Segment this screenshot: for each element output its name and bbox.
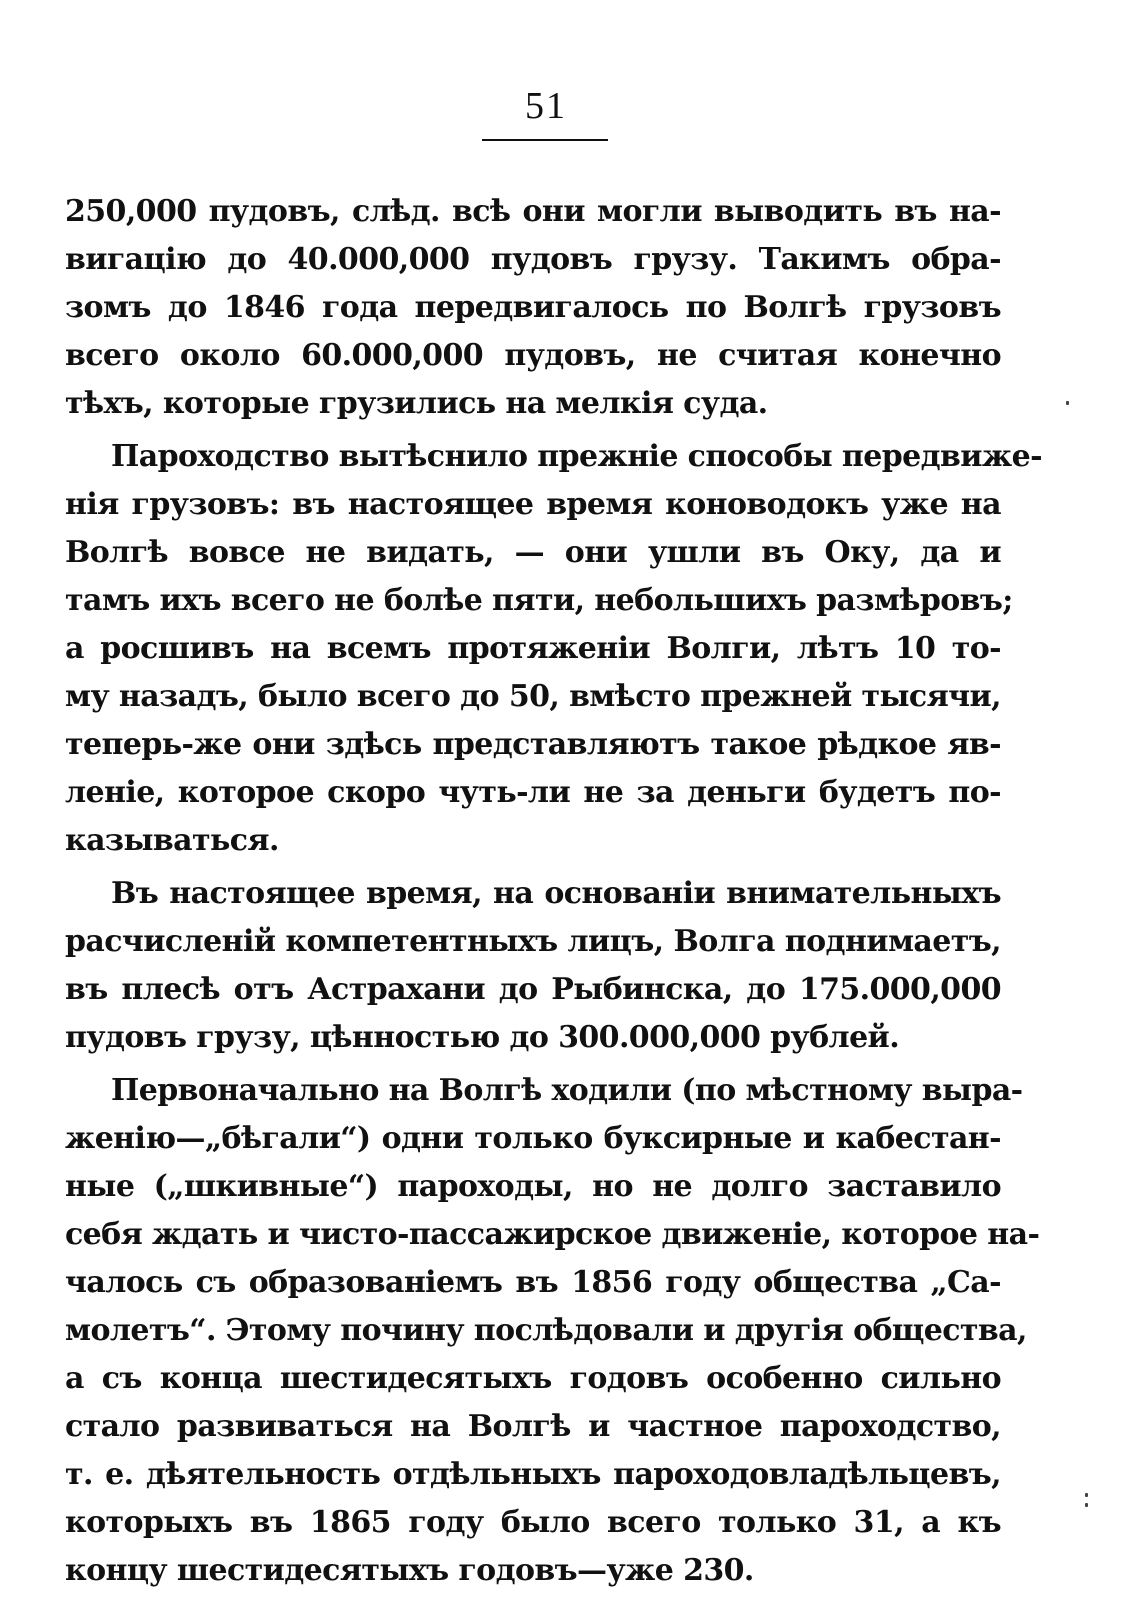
text-line: чалось съ образованіемъ въ 1856 году общества „Са- (65, 1265, 1001, 1300)
text-line: 250,000 пудовъ, слѣд. всѣ они могли выводить въ на- (65, 194, 1001, 229)
text-line: леніе, которое скоро чуть-ли не за деньги будетъ по- (65, 775, 1001, 810)
text-line: вигацію до 40.000,000 пудовъ грузу. Такимъ обра- (65, 242, 1001, 277)
scan-speck (1085, 1493, 1088, 1497)
text-line: теперь-же они здѣсь представляютъ такое рѣдкое яв- (65, 727, 1001, 762)
text-line: себя ждать и чисто-пассажирское движеніе, которое на- (65, 1217, 1040, 1252)
text-line: молетъ“. Этому почину послѣдовали и другія общества, (65, 1313, 1027, 1348)
text-line: пудовъ грузу, цѣнностью до 300.000,000 рублей. (65, 1020, 900, 1055)
text-line: въ плесѣ отъ Астрахани до Рыбинска, до 175.000,000 (65, 972, 1001, 1007)
text-line: т. е. дѣятельность отдѣльныхъ пароходовладѣльцевъ, (65, 1457, 1001, 1492)
text-line: всего около 60.000,000 пудовъ, не считая конечно (65, 338, 1001, 373)
text-line: а съ конца шестидесятыхъ годовъ особенно сильно (65, 1361, 1001, 1396)
text-line: Первоначально на Волгѣ ходили (по мѣстному выра- (111, 1073, 1023, 1108)
text-line: а росшивъ на всемъ протяженіи Волги, лѣтъ 10 то- (65, 631, 1001, 666)
page-number: 51 (525, 85, 567, 127)
scan-speck (1085, 1503, 1088, 1507)
text-line: концу шестидесятыхъ годовъ—уже 230. (65, 1553, 754, 1588)
scan-speck (1066, 401, 1069, 405)
page-number-rule (482, 139, 608, 141)
text-line: му назадъ, было всего до 50, вмѣсто прежней тысячи, (65, 679, 1001, 714)
text-line: Волгѣ вовсе не видать, — они ушли въ Оку, да и (65, 535, 1001, 570)
text-line: зомъ до 1846 года передвигалось по Волгѣ грузовъ (65, 290, 1001, 325)
text-line: Въ настоящее время, на основаніи внимательныхъ (111, 876, 1001, 911)
text-line: стало развиваться на Волгѣ и частное пароходство, (65, 1409, 1001, 1444)
text-line: которыхъ въ 1865 году было всего только 31, а къ (65, 1505, 1001, 1540)
text-line: ные („шкивные“) пароходы, но не долго заставило (65, 1169, 1001, 1204)
text-line: Пароходство вытѣснило прежніе способы передвиже- (111, 439, 1042, 474)
text-line: тамъ ихъ всего не болѣе пяти, небольшихъ размѣровъ; (65, 583, 1013, 618)
text-line: расчисленій компетентныхъ лицъ, Волга поднимаетъ, (65, 924, 1001, 959)
text-line: тѣхъ, которые грузились на мелкія суда. (65, 386, 768, 421)
text-line: казываться. (65, 823, 279, 858)
text-line: нія грузовъ: въ настоящее время коноводокъ уже на (65, 487, 1001, 522)
text-line: женію—„бѣгали“) одни только буксирные и кабестан- (65, 1121, 1001, 1156)
